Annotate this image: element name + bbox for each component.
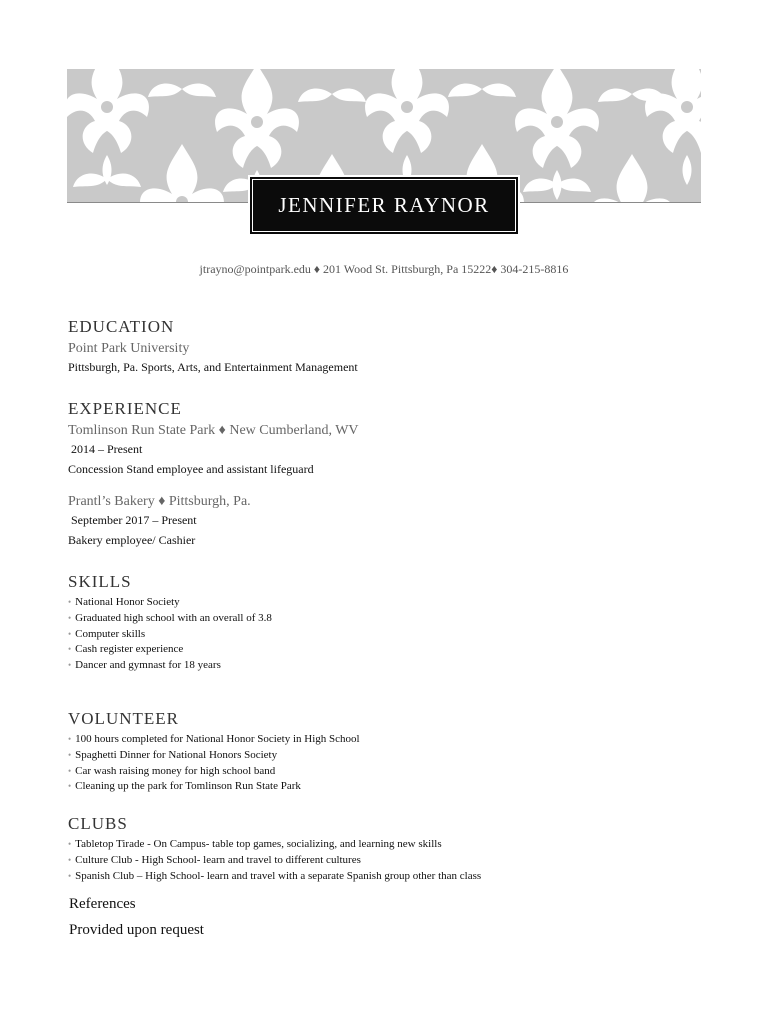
job-role: Bakery employee/ Cashier [68,533,196,547]
list-item: • Spanish Club – High School- learn and travel with a separate Spanish group other than class [68,869,481,885]
clubs-heading: CLUBS [68,814,128,833]
list-item: • 100 hours completed for National Honor Society in High School [68,732,360,748]
job-dates: 2014 – Present [71,442,143,456]
list-item: • National Honor Society [68,595,272,611]
job-employer: Prantl’s Bakery ♦ Pittsburgh, Pa. [68,494,251,509]
education-heading: EDUCATION [68,317,175,336]
name-plate [248,175,520,236]
list-item: • Car wash raising money for high school band [68,764,360,780]
skills-heading: SKILLS [68,572,132,591]
job-employer: Tomlinson Run State Park ♦ New Cumberland, WV [68,423,359,438]
list-item: • Dancer and gymnast for 18 years [68,658,272,674]
skills-list [68,595,272,674]
list-item: • Computer skills [68,627,272,643]
list-item: • Culture Club - High School- learn and travel to different cultures [68,853,481,869]
contact-line: jtrayno@pointpark.edu ♦ 201 Wood St. Pittsburgh, Pa 15222♦ 304-215-8816 [199,262,569,276]
references-note: Provided upon request [69,922,204,938]
list-item: • Cleaning up the park for Tomlinson Run State Park [68,779,360,795]
volunteer-heading: VOLUNTEER [68,709,179,728]
list-item: • Graduated high school with an overall of 3.8 [68,611,272,627]
volunteer-list [68,732,360,795]
references-heading: References [69,896,136,912]
list-item: • Tabletop Tirade - On Campus- table top games, socializing, and learning new skills [68,837,481,853]
education-detail: Pittsburgh, Pa. Sports, Arts, and Entertainment Management [68,360,358,374]
job-dates: September 2017 – Present [71,513,197,527]
applicant-name: JENNIFER RAYNOR [278,193,490,217]
list-item: • Cash register experience [68,642,272,658]
job-role: Concession Stand employee and assistant lifeguard [68,462,314,476]
name-plate-inner [250,177,518,234]
education-school: Point Park University [68,341,190,356]
list-item: • Spaghetti Dinner for National Honors Society [68,748,360,764]
clubs-list [68,837,481,884]
experience-heading: EXPERIENCE [68,399,182,418]
